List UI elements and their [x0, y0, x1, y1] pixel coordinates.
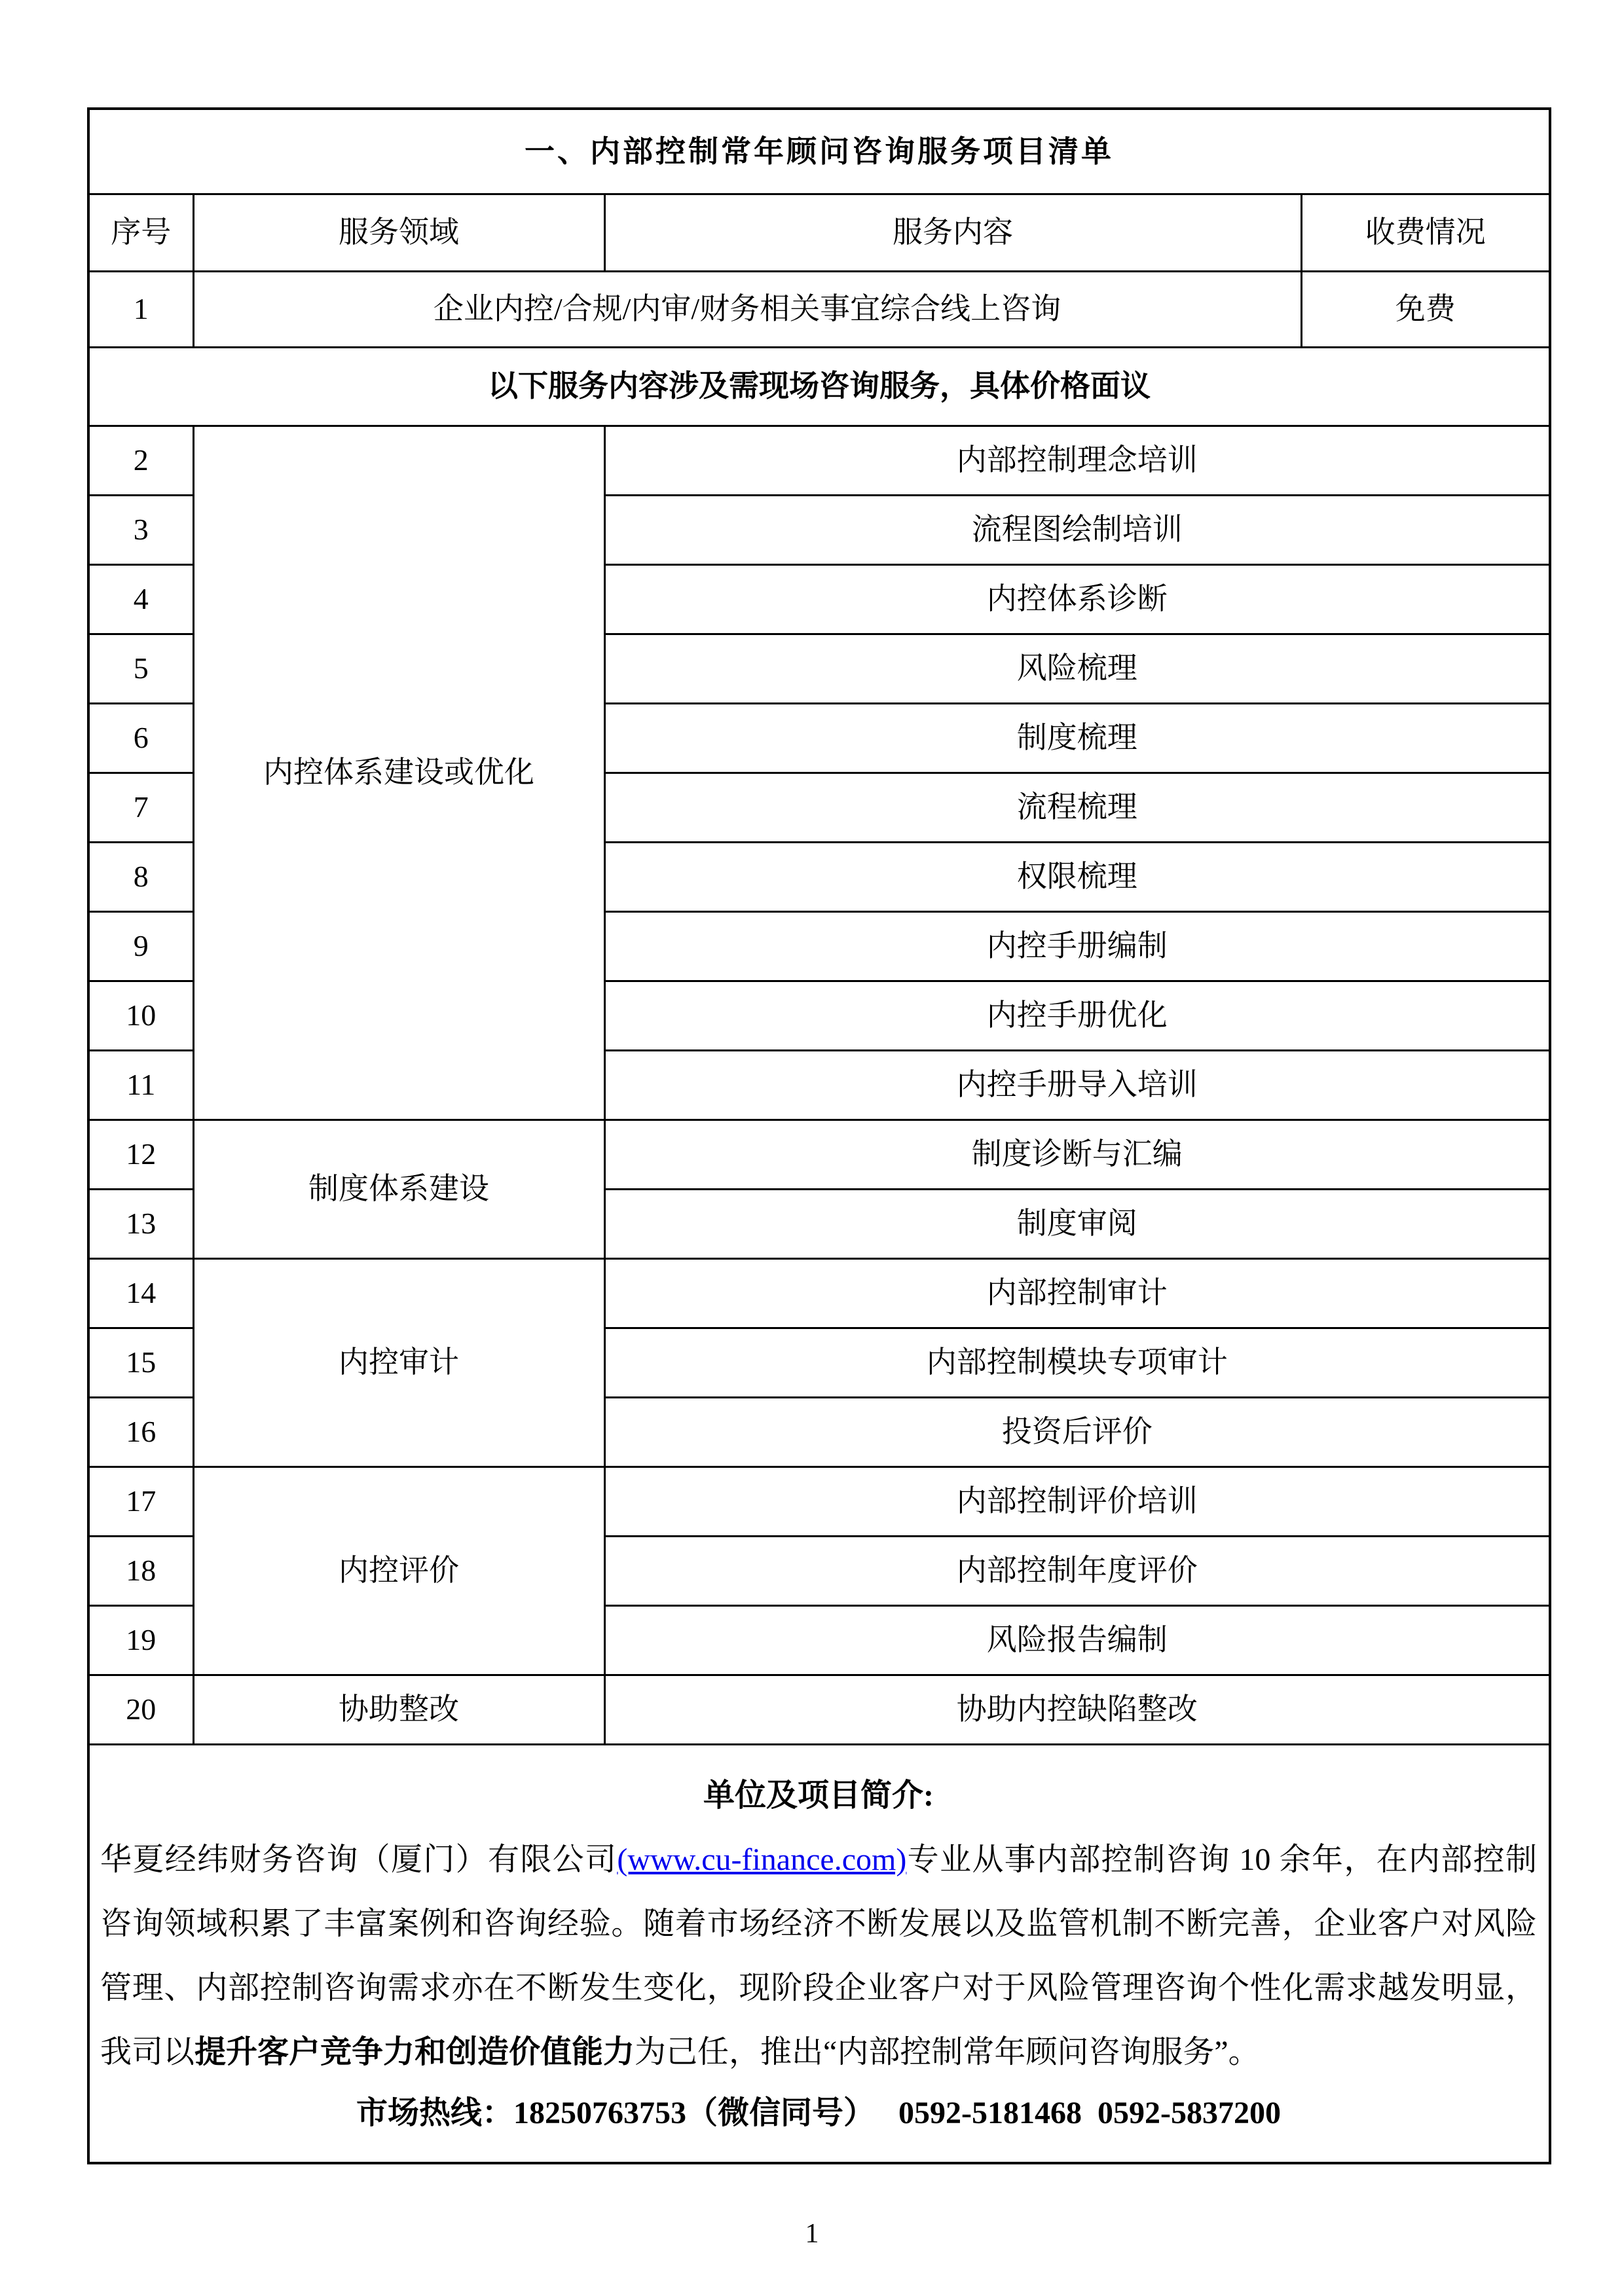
service-list-table — [87, 107, 1551, 2164]
intro-bold-phrase: 提升客户竞争力和创造价值能力 — [194, 2034, 635, 2069]
service-content-cell: 流程梳理 — [604, 773, 1550, 842]
row-number-cell: 19 — [88, 1605, 193, 1675]
service-area-cell: 内控审计 — [193, 1258, 604, 1467]
service-content-cell: 内控手册导入培训 — [604, 1050, 1550, 1120]
service-area-cell: 制度体系建设 — [193, 1120, 604, 1258]
table-row — [88, 1120, 1550, 1189]
service-area-cell: 内控评价 — [193, 1467, 604, 1675]
service-content-cell: 内部控制模块专项审计 — [604, 1328, 1550, 1397]
table-row — [88, 426, 1550, 495]
row-number-cell: 10 — [88, 981, 193, 1050]
row-number-cell: 6 — [88, 703, 193, 773]
notice-row — [88, 347, 1550, 426]
service-content-cell: 内控手册优化 — [604, 981, 1550, 1050]
service-content-cell: 内控体系诊断 — [604, 564, 1550, 634]
row-number-cell: 8 — [88, 842, 193, 911]
row-number-cell: 12 — [88, 1120, 193, 1189]
column-header-area: 服务领域 — [193, 194, 604, 271]
service-content-cell: 协助内控缺陷整改 — [604, 1675, 1550, 1744]
fee-cell: 免费 — [1301, 271, 1550, 347]
column-header-no: 序号 — [88, 194, 193, 271]
row-number-cell: 4 — [88, 564, 193, 634]
row-number-cell: 17 — [88, 1467, 193, 1536]
row-number-cell: 9 — [88, 911, 193, 981]
row-number-cell: 11 — [88, 1050, 193, 1120]
service-content-cell: 制度诊断与汇编 — [604, 1120, 1550, 1189]
row-number-cell: 13 — [88, 1189, 193, 1258]
service-content-cell: 内部控制评价培训 — [604, 1467, 1550, 1536]
service-content-cell: 企业内控/合规/内审/财务相关事宜综合线上咨询 — [193, 271, 1301, 347]
row-number-cell: 16 — [88, 1397, 193, 1467]
page-number: 1 — [805, 2219, 819, 2249]
row-number-cell: 5 — [88, 634, 193, 703]
service-content-cell: 风险报告编制 — [604, 1605, 1550, 1675]
row-number-cell: 20 — [88, 1675, 193, 1744]
company-name: 华夏经纬财务咨询（厦门）有限公司 — [100, 1842, 618, 1877]
row-number-cell: 1 — [88, 271, 193, 347]
row-number-cell: 3 — [88, 495, 193, 564]
hotline-label: 市场热线： — [356, 2095, 514, 2130]
notice-text: 以下服务内容涉及需现场咨询服务，具体价格面议 — [88, 347, 1550, 426]
row-number-cell: 7 — [88, 773, 193, 842]
website-link[interactable]: (www.cu-finance.com) — [617, 1842, 907, 1877]
row-number-cell: 2 — [88, 426, 193, 495]
service-area-cell: 协助整改 — [193, 1675, 604, 1744]
title-row — [88, 109, 1550, 194]
intro-paragraph — [100, 1828, 1537, 2085]
table-row — [88, 1258, 1550, 1328]
table-row — [88, 1467, 1550, 1536]
service-content-cell: 风险梳理 — [604, 634, 1550, 703]
intro-row — [88, 1744, 1550, 2163]
service-area-cell: 内控体系建设或优化 — [193, 426, 604, 1120]
table-title: 一、内部控制常年顾问咨询服务项目清单 — [88, 109, 1550, 194]
row-number-cell: 18 — [88, 1536, 193, 1605]
table-row — [88, 271, 1550, 347]
intro-heading: 单位及项目简介: — [703, 1777, 934, 1813]
service-content-cell: 内控手册编制 — [604, 911, 1550, 981]
service-content-cell: 内部控制年度评价 — [604, 1536, 1550, 1605]
service-content-cell: 权限梳理 — [604, 842, 1550, 911]
service-content-cell: 制度梳理 — [604, 703, 1550, 773]
intro-section — [88, 1744, 1550, 2163]
column-header-fee: 收费情况 — [1301, 194, 1550, 271]
intro-text: 专业从事内部控制咨询 10 余年，在内部控制咨询领域积累了丰富案例和咨询经验。随着市场经济不断发展以及监管机制不断完善，企业客户对风险管理、内部控制咨询需求亦在不断发生变化，现阶段企业客户对于风险管理咨询个性化需求越发明显，我司以 — [100, 1842, 1537, 2069]
intro-closing: 为己任，推出“内部控制常年顾问咨询服务”。 — [635, 2034, 1260, 2069]
row-number-cell: 15 — [88, 1328, 193, 1397]
table-row — [88, 1675, 1550, 1744]
column-header-content: 服务内容 — [604, 194, 1301, 271]
hotline-numbers: 18250763753（微信同号） 0592-5181468 0592-5837200 — [513, 2095, 1281, 2130]
service-content-cell: 内部控制审计 — [604, 1258, 1550, 1328]
header-row — [88, 194, 1550, 271]
service-content-cell: 制度审阅 — [604, 1189, 1550, 1258]
service-content-cell: 投资后评价 — [604, 1397, 1550, 1467]
row-number-cell: 14 — [88, 1258, 193, 1328]
hotline-line — [100, 2085, 1537, 2142]
service-content-cell: 流程图绘制培训 — [604, 495, 1550, 564]
service-content-cell: 内部控制理念培训 — [604, 426, 1550, 495]
